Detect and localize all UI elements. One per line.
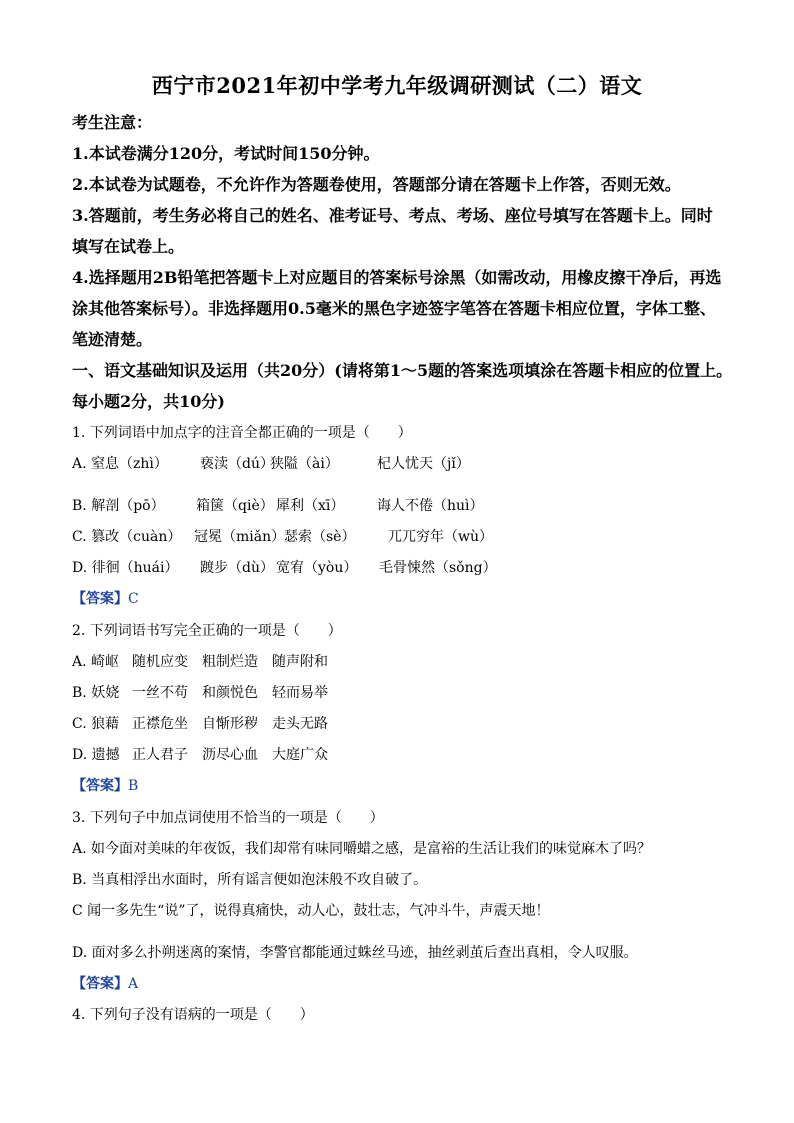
question-stem: 3. 下列句子中加点词使用不恰当的一项是（ ） [72,810,384,826]
option-cell: 宽宥（yòu） [276,560,358,576]
answer-line [72,775,138,795]
option-cell: 随声附和 [272,654,328,670]
option-cell: 走头无路 [272,716,328,732]
option-sentence: B. 当真相浮出水面时，所有谣言便如泡沫般不攻自破了。 [72,872,428,888]
notice-item: 笔迹清楚。 [72,330,153,349]
option-cell: D. 遗撼 [72,747,120,763]
option-cell: 踱步（dù） [200,560,274,576]
page-title: 西宁市2021年初中学考九年级调研测试（二）语文 [151,73,643,98]
answer-line [72,973,138,993]
option-cell: 亵渎（dú） [200,456,274,472]
option-cell: 一丝不苟 [132,685,188,701]
notice-item: 3.答题前，考生务必将自己的姓名、准考证号、考点、考场、座位号填写在答题卡上。同时 [72,206,713,225]
notice-item: 2.本试卷为试题卷，不允许作为答题卷使用，答题部分请在答题卡上作答，否则无效。 [72,175,681,194]
option-row [72,713,328,733]
option-cell: B. 妖娆 [72,685,120,701]
option-row [72,744,328,764]
option-cell: 冠冕（miǎn） [194,529,286,545]
notice-item: 填写在试卷上。 [72,237,185,256]
option-cell: 毛骨悚然（sǒng） [379,560,497,576]
question-stem: 2. 下列词语书写完全正确的一项是（ ） [72,623,342,639]
option-row [72,557,497,577]
option-sentence: C 闻一多先生“说”了，说得真痛快，动人心，鼓壮志，气冲斗牛，声震天地！ [72,903,550,919]
question-stem: 4. 下列句子没有语病的一项是（ ） [72,1007,314,1023]
option-cell: A. 窒息（zhì） [72,456,168,472]
answer-value: A [128,976,139,992]
option-cell: 大庭广众 [272,747,328,763]
section-heading-cont: 每小题2分，共10分) [72,392,225,411]
option-cell: 和颜悦色 [202,685,258,701]
answer-value: C [128,591,139,607]
option-cell: 正襟危坐 [132,716,188,732]
option-row [72,495,484,515]
option-row [72,526,493,546]
option-cell: C. 狼藉 [72,716,120,732]
option-row [72,651,328,671]
option-cell: 粗制烂造 [202,654,258,670]
option-sentence: D. 面对多么扑朔迷离的案情，李警官都能通过蛛丝马迹，抽丝剥茧后查出真相，令人叹服。 [72,945,638,961]
notice-item: 涂其他答案标号）。非选择题用0.5毫米的黑色字迹签字笔答在答题卡相应位置，字体工整、 [72,299,716,318]
option-cell: D. 徘徊（huái） [72,560,179,576]
answer-line [72,588,139,608]
notice-item: 1.本试卷满分120分，考试时间150分钟。 [72,144,380,163]
option-cell: 轻而易举 [272,685,328,701]
notice-heading: 考生注意： [72,113,153,132]
question-stem: 1. 下列词语中加点字的注音全都正确的一项是（ ） [72,425,412,441]
answer-label: 【答案】 [72,591,128,607]
option-cell: 正人君子 [132,747,188,763]
option-cell: 兀兀穷年（wù） [388,529,493,545]
option-sentence: A. 如今面对美味的年夜饭，我们却常有味同嚼蜡之感，是富裕的生活让我们的味觉麻木了吗？ [72,841,652,857]
option-cell: 犀利（xī） [276,498,345,514]
option-cell: 诲人不倦（huì） [377,498,484,514]
option-cell: 随机应变 [132,654,188,670]
notice-item: 4.选择题用2B铅笔把答题卡上对应题目的答案标号涂黑（如需改动，用橡皮擦干净后，再选 [72,268,722,287]
option-cell: A. 崎岖 [72,654,120,670]
option-cell: 箱箧（qiè） [196,498,274,514]
option-row [72,682,328,702]
option-cell: C. 篡改（cuàn） [72,529,182,545]
answer-label: 【答案】 [72,976,128,992]
option-cell: 杞人忧天（jǐ） [377,456,470,472]
option-cell: 狭隘（ài） [270,456,339,472]
section-heading: 一、语文基础知识及运用（共20分）(请将第1～5题的答案选项填涂在答题卡相应的位置上。 [72,361,733,380]
option-cell: 自惭形秽 [202,716,258,732]
option-row [72,453,470,473]
answer-value: B [128,778,139,794]
answer-label: 【答案】 [72,778,128,794]
option-cell: B. 解剖（pō） [72,498,165,514]
option-cell: 瑟索（sè） [284,529,356,545]
option-cell: 沥尽心血 [202,747,258,763]
